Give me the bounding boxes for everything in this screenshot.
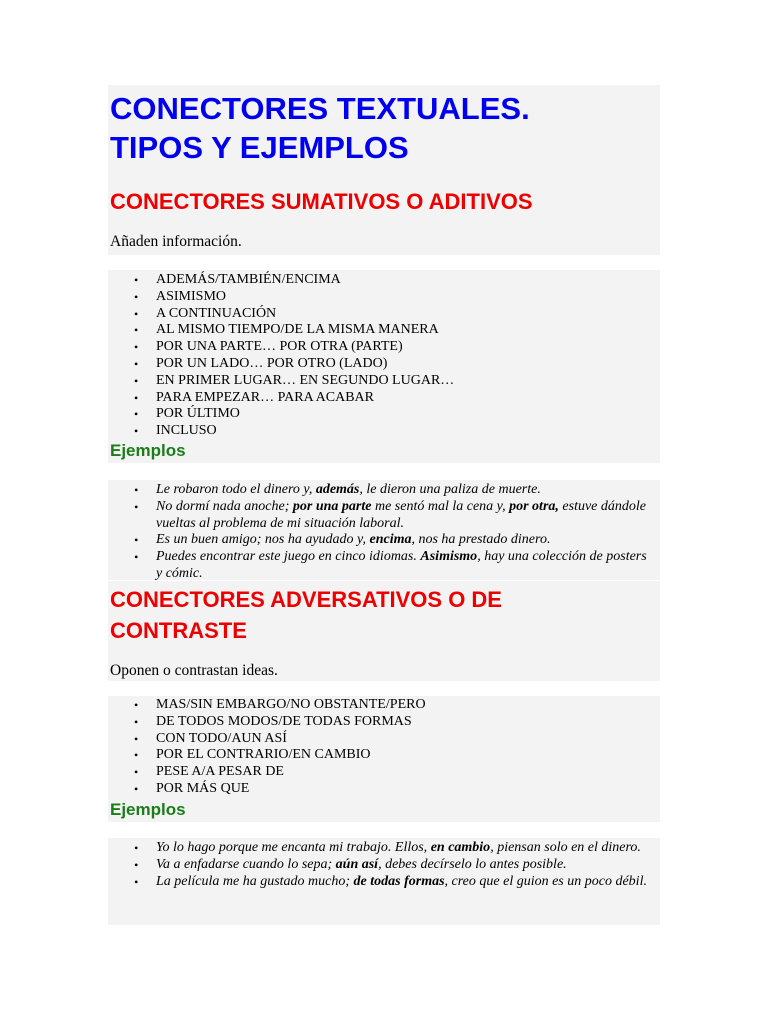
page-title-line-2: TIPOS Y EJEMPLOS [110, 130, 409, 165]
section2-connector-list [110, 697, 426, 798]
section1-connector-list [110, 272, 454, 440]
list-item: • POR UNA PARTE… POR OTRA (PARTE) [110, 339, 454, 356]
example-item: • Yo lo hago porque me encanta mi trabajo. Ellos, en cambio, piensan solo en el dinero. [110, 840, 650, 857]
list-item: • PESE A/A PESAR DE [110, 764, 426, 781]
section1-example-list [110, 482, 650, 583]
section1-list-block [108, 270, 660, 463]
list-item: • POR EL CONTRARIO/EN CAMBIO [110, 747, 426, 764]
example-item: • Es un buen amigo; nos ha ayudado y, encima, nos ha prestado dinero. [110, 532, 650, 549]
section1-examples-heading: Ejemplos [110, 441, 186, 460]
section2-heading-line-1: CONECTORES ADVERSATIVOS O DE [110, 587, 502, 612]
list-item: • A CONTINUACIÓN [110, 306, 454, 323]
list-item: • MAS/SIN EMBARGO/NO OBSTANTE/PERO [110, 697, 426, 714]
section2-examples-heading: Ejemplos [110, 800, 186, 819]
example-item: • Le robaron todo el dinero y, además, le dieron una paliza de muerte. [110, 482, 650, 499]
list-item: • POR UN LADO… POR OTRO (LADO) [110, 356, 454, 373]
section1-examples-block [108, 480, 660, 580]
example-item: • Va a enfadarse cuando lo sepa; aún así, debes decírselo lo antes posible. [110, 857, 650, 874]
section1-description: Añaden información. [110, 233, 242, 250]
example-item: • La película me ha gustado mucho; de todas formas, creo que el guion es un poco débil. [110, 874, 650, 891]
list-item: • EN PRIMER LUGAR… EN SEGUNDO LUGAR… [110, 373, 454, 390]
example-item: • No dormí nada anoche; por una parte me sentó mal la cena y, por otra, estuve dándole vueltas al problema de mi situación laboral. [110, 499, 650, 533]
section2-heading [110, 584, 502, 646]
section2-list-block [108, 696, 660, 822]
section1-heading: CONECTORES SUMATIVOS O ADITIVOS [110, 189, 533, 214]
list-item: • PARA EMPEZAR… PARA ACABAR [110, 390, 454, 407]
list-item: • ASIMISMO [110, 289, 454, 306]
section2-examples-block [108, 838, 660, 925]
list-item: • CON TODO/AUN ASÍ [110, 731, 426, 748]
list-item: • DE TODOS MODOS/DE TODAS FORMAS [110, 714, 426, 731]
list-item: • POR MÁS QUE [110, 781, 426, 798]
list-item: • INCLUSO [110, 423, 454, 440]
intro-block [108, 85, 660, 255]
page-title-line-1: CONECTORES TEXTUALES. [110, 91, 530, 126]
list-item: • POR ÚLTIMO [110, 406, 454, 423]
section2-description: Oponen o contrastan ideas. [110, 662, 278, 679]
section2-heading-line-2: CONTRASTE [110, 618, 247, 643]
section2-example-list [110, 840, 650, 890]
section2-heading-block [108, 581, 660, 681]
page-title [110, 89, 530, 167]
list-item: • ADEMÁS/TAMBIÉN/ENCIMA [110, 272, 454, 289]
list-item: • AL MISMO TIEMPO/DE LA MISMA MANERA [110, 322, 454, 339]
example-item: • Puedes encontrar este juego en cinco idiomas. Asimismo, hay una colección de posters y cómic. [110, 549, 650, 583]
